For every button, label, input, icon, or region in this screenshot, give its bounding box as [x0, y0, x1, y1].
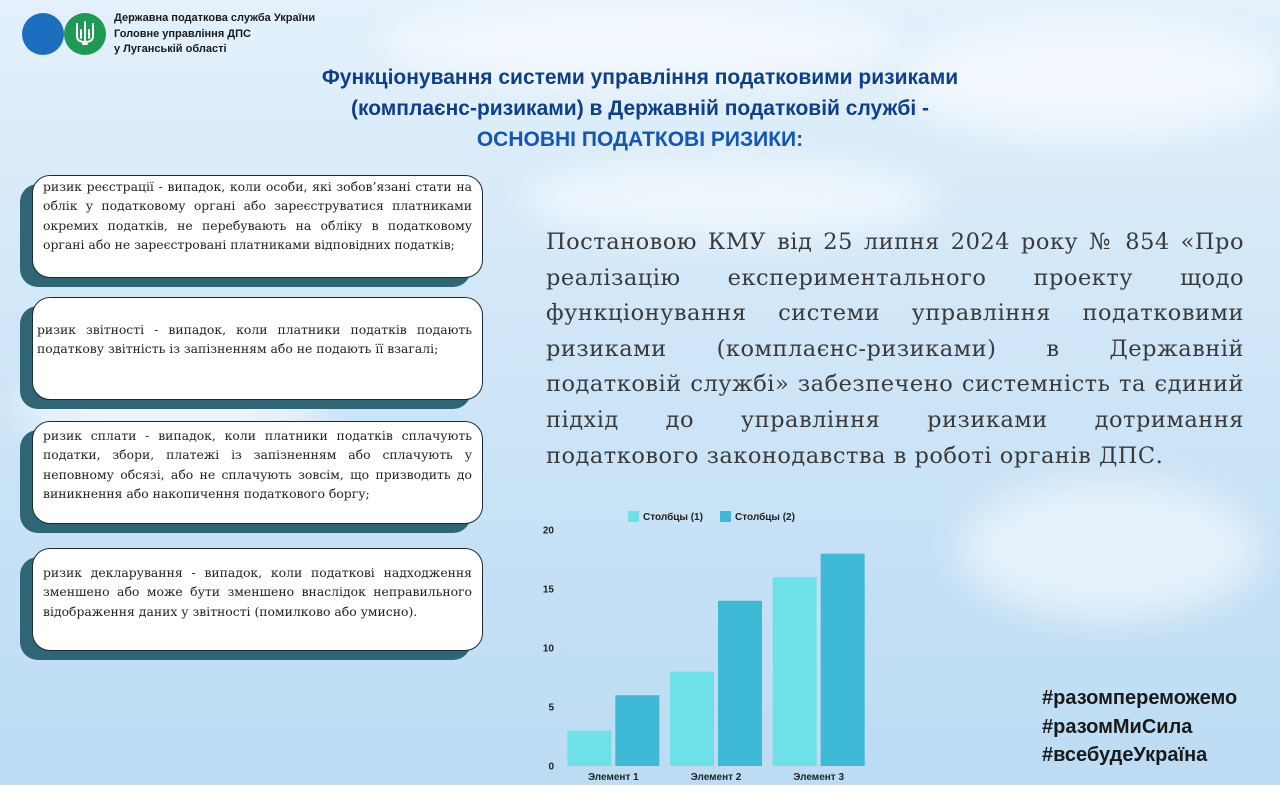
org-line2: Головне управління ДПС: [114, 27, 251, 40]
y-tick-label: 20: [542, 525, 554, 537]
hashtag-2: #разомМиСила: [1042, 715, 1193, 738]
bar-1-1: [567, 731, 611, 766]
risk-text: ризик реєстрації - випадок, коли особи, які зобов’язані стати на облік у податковому органі або зареєструватися платниками окремих податків, не перебувають на обліку в податковому органі або не зареєстровані платниками відповідних податків;: [43, 179, 472, 253]
x-tick-label: Элемент 3: [793, 772, 845, 783]
bar-2-3: [821, 554, 865, 766]
page-title: [150, 62, 1130, 155]
bg-cloud: [960, 480, 1260, 620]
risk-text: ризик сплати - випадок, коли платники податків сплачують податки, збори, платежі із запізненням або сплачують у неповному обсязі, або не сплачують зовсім, що призводить до виникнення або накопичення податкового боргу;: [43, 428, 472, 502]
title-line1: Функціонування системи управління податковими ризиками: [321, 66, 959, 89]
risk-card-registration: [32, 175, 483, 278]
chart-y-axis: [543, 526, 555, 773]
x-tick-label: Элемент 1: [587, 772, 639, 783]
chart-x-axis: [588, 772, 845, 783]
risk-card-payment: [32, 421, 483, 524]
x-tick-label: Элемент 2: [690, 772, 742, 783]
legend-swatch: [720, 511, 731, 522]
legend-label: Столбцы (1): [643, 512, 703, 523]
hashtags: [1042, 684, 1237, 770]
risk-card-declaration: [32, 548, 483, 651]
logo-circle-blue: [22, 13, 64, 55]
resolution-paragraph: Постановою КМУ від 25 липня 2024 року № 854 «Про реалізацію експериментального проекту щодо функціонування системи управління податковими ризиками (комплаєнс-ризиками) в Державній податковій службі» забезпечено системність та єдиний підхід до управління ризиками дотримання податкового законодавства в роботі органів ДПС.: [546, 229, 1244, 469]
title-line2: (комплаєнс-ризиками) в Державній податковій службі -: [351, 97, 929, 120]
hashtag-3: #всебудеУкраїна: [1042, 744, 1208, 766]
title-line3: ОСНОВНІ ПОДАТКОВІ РИЗИКИ:: [476, 128, 804, 151]
hashtag-1: #разомпереможемо: [1042, 687, 1238, 709]
org-line1: Державна податкова служба України: [114, 12, 316, 24]
trident-icon: [73, 20, 97, 48]
y-tick-label: 15: [542, 584, 554, 596]
y-tick-label: 0: [548, 761, 554, 773]
bar-1-2: [670, 672, 714, 766]
risk-text: ризик звітності - випадок, коли платники податків подають податкову звітність із запізненням або не подають її взагалі;: [37, 322, 472, 357]
trident-logo: [64, 13, 106, 55]
org-line3: у Луганській області: [114, 43, 227, 55]
bar-1-3: [773, 577, 817, 766]
y-tick-label: 5: [548, 702, 554, 714]
bar-2-2: [718, 601, 762, 766]
legend-label: Столбцы (2): [735, 512, 795, 523]
bar-2-1: [615, 695, 659, 766]
risk-text: ризик декларування - випадок, коли податкові надходження зменшено або може бути зменшено внаслідок неправильного відображення даних у звітності (помилково або умисно).: [43, 565, 472, 619]
chart-legend: [628, 511, 795, 523]
bar-chart: [528, 502, 878, 785]
legend-swatch: [628, 511, 639, 522]
risk-card-reporting: [32, 297, 483, 400]
chart-bars: [567, 554, 864, 766]
y-tick-label: 10: [542, 643, 554, 655]
org-name: [114, 11, 315, 58]
